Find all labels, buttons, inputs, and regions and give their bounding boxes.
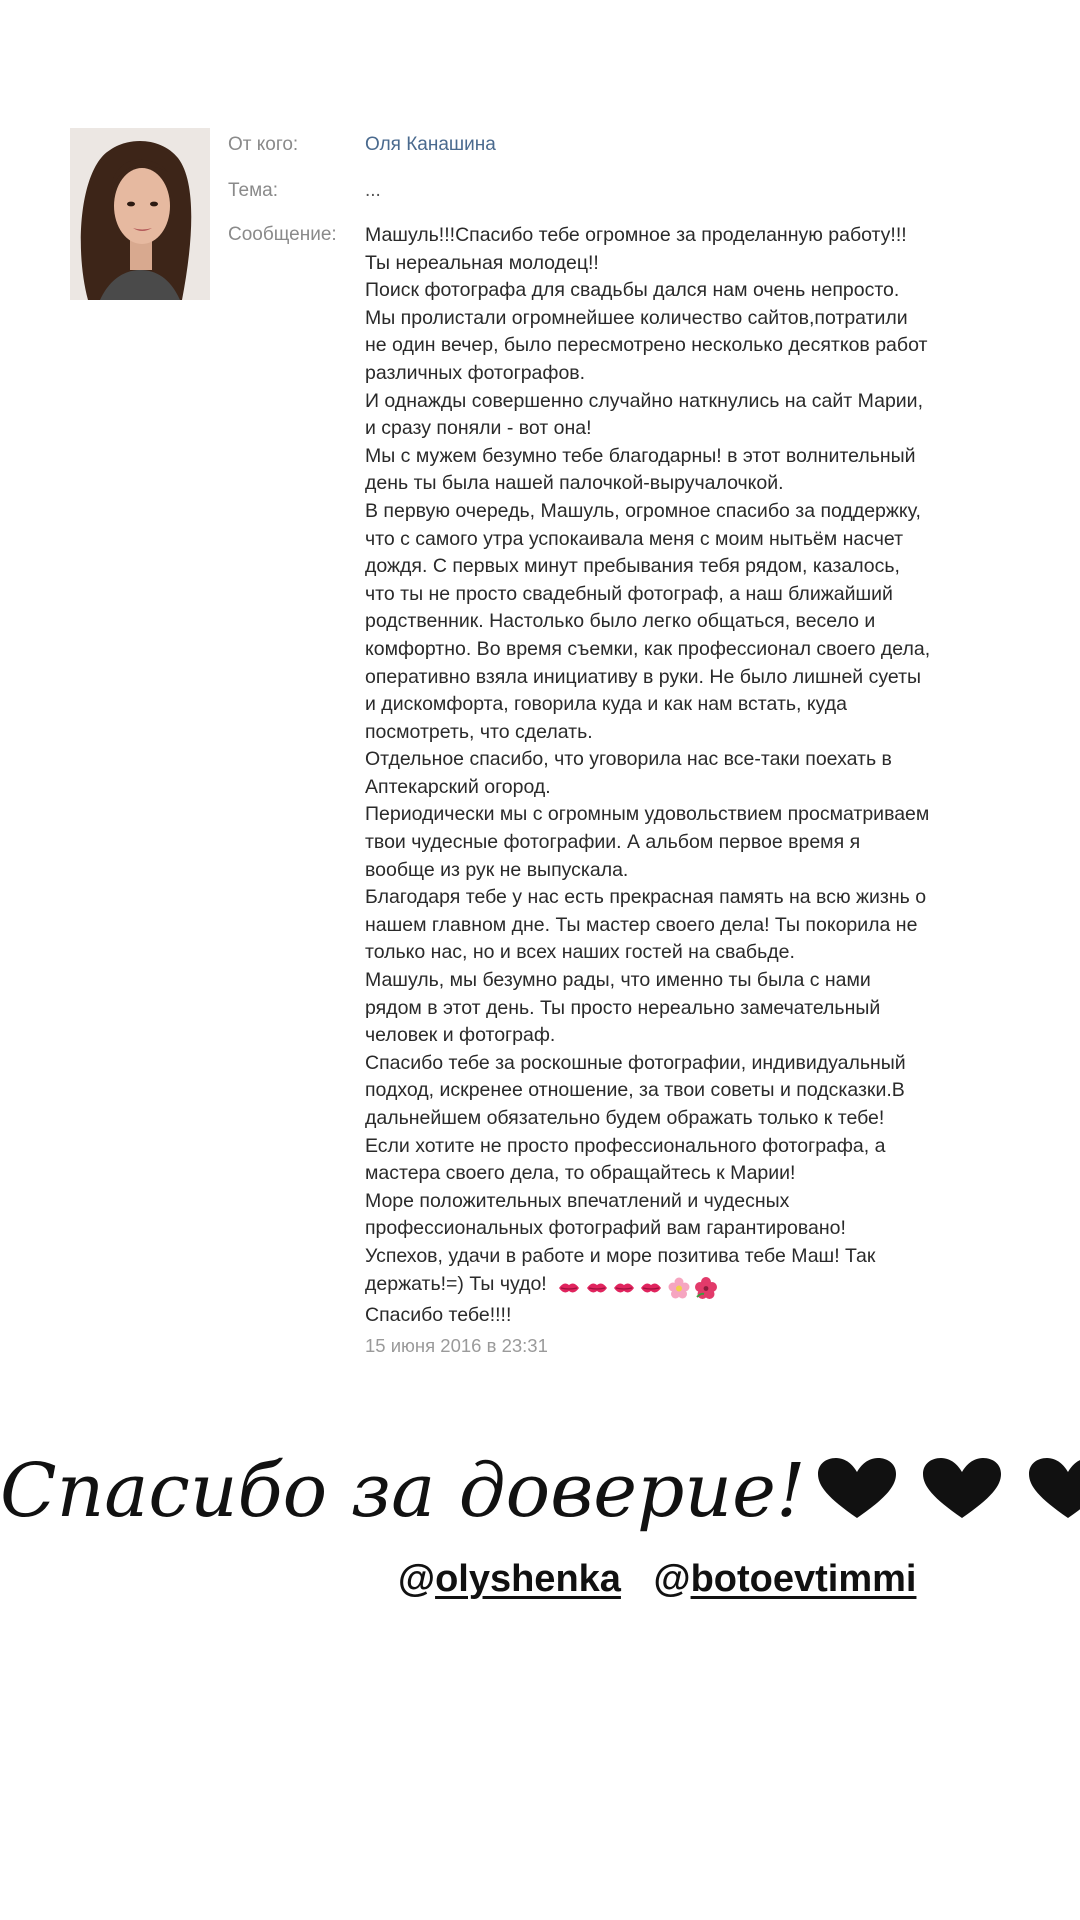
message-body-line: рядом в этот день. Ты просто нереально замечательный	[365, 996, 881, 1019]
sender-avatar[interactable]	[70, 128, 210, 300]
mention-at-symbol: @	[398, 1558, 436, 1600]
mention-handle: botoevtimmi	[690, 1558, 917, 1600]
story-caption	[0, 1448, 1080, 1540]
black-heart-icon	[816, 1456, 898, 1522]
message-body-line: только нас, но и всех наших гостей на свабьде.	[365, 941, 795, 964]
from-label: От кого:	[228, 134, 299, 155]
avatar-photo	[70, 128, 210, 300]
message-body-line: Море положительных впечатлений и чудесных	[365, 1189, 790, 1212]
kiss-mark-icon	[640, 1280, 662, 1296]
mention-tags	[398, 1558, 938, 1601]
kiss-mark-icon	[613, 1280, 635, 1296]
kiss-mark-icon	[586, 1280, 608, 1296]
message-body-line: И однажды совершенно случайно наткнулись на сайт Марии,	[365, 389, 923, 412]
emoji-row	[558, 1275, 717, 1303]
mention-tag-olyshenka[interactable]	[398, 1558, 621, 1600]
message-body-line: что ты не просто свадебный фотограф, а наш ближайший	[365, 582, 893, 605]
message-label: Сообщение:	[228, 224, 337, 245]
message-body-line: человек и фотограф.	[365, 1024, 556, 1047]
message-body-line: профессиональных фотографий вам гарантировано!	[365, 1217, 846, 1240]
message-body-line: дальнейшем обязательно будем ображать только к тебе!	[365, 1107, 885, 1129]
message-body-line: нашем главном дне. Ты мастер своего дела! Ты покорила не	[365, 913, 918, 936]
message-body-line: Если хотите не просто профессионального фотографа, а	[365, 1134, 886, 1157]
message-emoji-line-text: держать!=) Ты чудо!	[365, 1272, 547, 1295]
message-body-line: Машуль, мы безумно рады, что именно ты была с нами	[365, 969, 871, 992]
black-heart-icon	[921, 1456, 1003, 1522]
hearts-group	[816, 1454, 1080, 1540]
message-body-line: Ты нереальная молодец!!	[365, 251, 599, 274]
message-body-line: Благодаря тебе у нас есть прекрасная память на всю жизнь о	[365, 886, 927, 909]
message-body-last-line: Спасибо тебе!!!!	[365, 1304, 512, 1327]
message-body-line: Периодически мы с огромным удовольствием просматриваем	[365, 803, 930, 826]
message-body-line: подход, искренее отношение, за твои советы и подсказки.В	[365, 1079, 905, 1102]
message-body-line: родственник. Настолько было легко общаться, весело и	[365, 610, 876, 633]
message-body-line: что с самого утра успокаивала меня с моим нытьём насчет	[365, 527, 904, 550]
cherry-blossom-icon	[668, 1277, 690, 1299]
message-body-line: оперативно взяла инициативу в руки. Не было лишней суеты	[365, 665, 922, 688]
message-body-line: вообще из рук не выпускала.	[365, 858, 629, 881]
mention-at-symbol: @	[653, 1558, 691, 1600]
message-body-line: и сразу поняли - вот она!	[365, 417, 592, 440]
sender-name-link[interactable]: Оля Канашина	[365, 134, 496, 155]
message-body-line	[365, 1271, 975, 1303]
message-body-line: Отдельное спасибо, что уговорила нас все-таки поехать в	[365, 748, 892, 771]
mention-tag-botoevtimmi[interactable]	[654, 1558, 917, 1600]
kiss-mark-icon	[558, 1280, 580, 1296]
message-body-line: комфортно. Во время съемки, как профессионал своего дела,	[365, 637, 931, 660]
message-body	[365, 222, 975, 1330]
message-body-line: различных фотографов.	[365, 361, 586, 384]
subject-label: Тема:	[228, 180, 279, 201]
message-body-line: Успехов, удачи в работе и море позитива тебе Маш! Так	[365, 1244, 876, 1267]
message-body-line: Машуль!!!Спасибо тебе огромное за проделанную работу!!!	[365, 224, 907, 246]
message-timestamp: 15 июня 2016 в 23:31	[365, 1335, 548, 1356]
hibiscus-icon	[695, 1277, 717, 1299]
subject-value: ...	[365, 180, 381, 201]
message-body-line: не один вечер, было пересмотрено несколько десятков работ	[365, 334, 928, 357]
message-body-lines	[365, 222, 975, 1271]
message-body-line: день ты была нашей палочкой-выручалочкой.	[365, 472, 784, 495]
mention-handle: olyshenka	[435, 1558, 621, 1600]
message-body-line: Мы пролистали огромнейшее количество сайтов,потратили	[365, 306, 908, 329]
message-body-line: В первую очередь, Машуль, огромное спасибо за поддержку,	[365, 499, 921, 522]
message-body-line: твои чудесные фотографии. А альбом первое время я	[365, 831, 861, 854]
message-body-line: посмотреть, что сделать.	[365, 720, 593, 743]
message-body-line: и дискомфорта, говорила куда и как нам встать, куда	[365, 693, 847, 716]
message-body-line: дождя. С первых минут пребывания тебя рядом, казалось,	[365, 555, 900, 578]
message-body-line: Аптекарский огород.	[365, 775, 551, 798]
caption-text: Спасибо за доверие!	[0, 1448, 806, 1534]
message-body-line: мастера своего дела, то обращайтесь к Марии!	[365, 1162, 796, 1185]
message-body-line: Спасибо тебе за роскошные фотографии, индивидуальный	[365, 1051, 906, 1074]
black-heart-icon	[1027, 1456, 1080, 1522]
message-body-line: Поиск фотографа для свадьбы дался нам очень непросто.	[365, 279, 900, 302]
message-body-line: Мы с мужем безумно тебе благодарны! в этот волнительный	[365, 444, 916, 467]
